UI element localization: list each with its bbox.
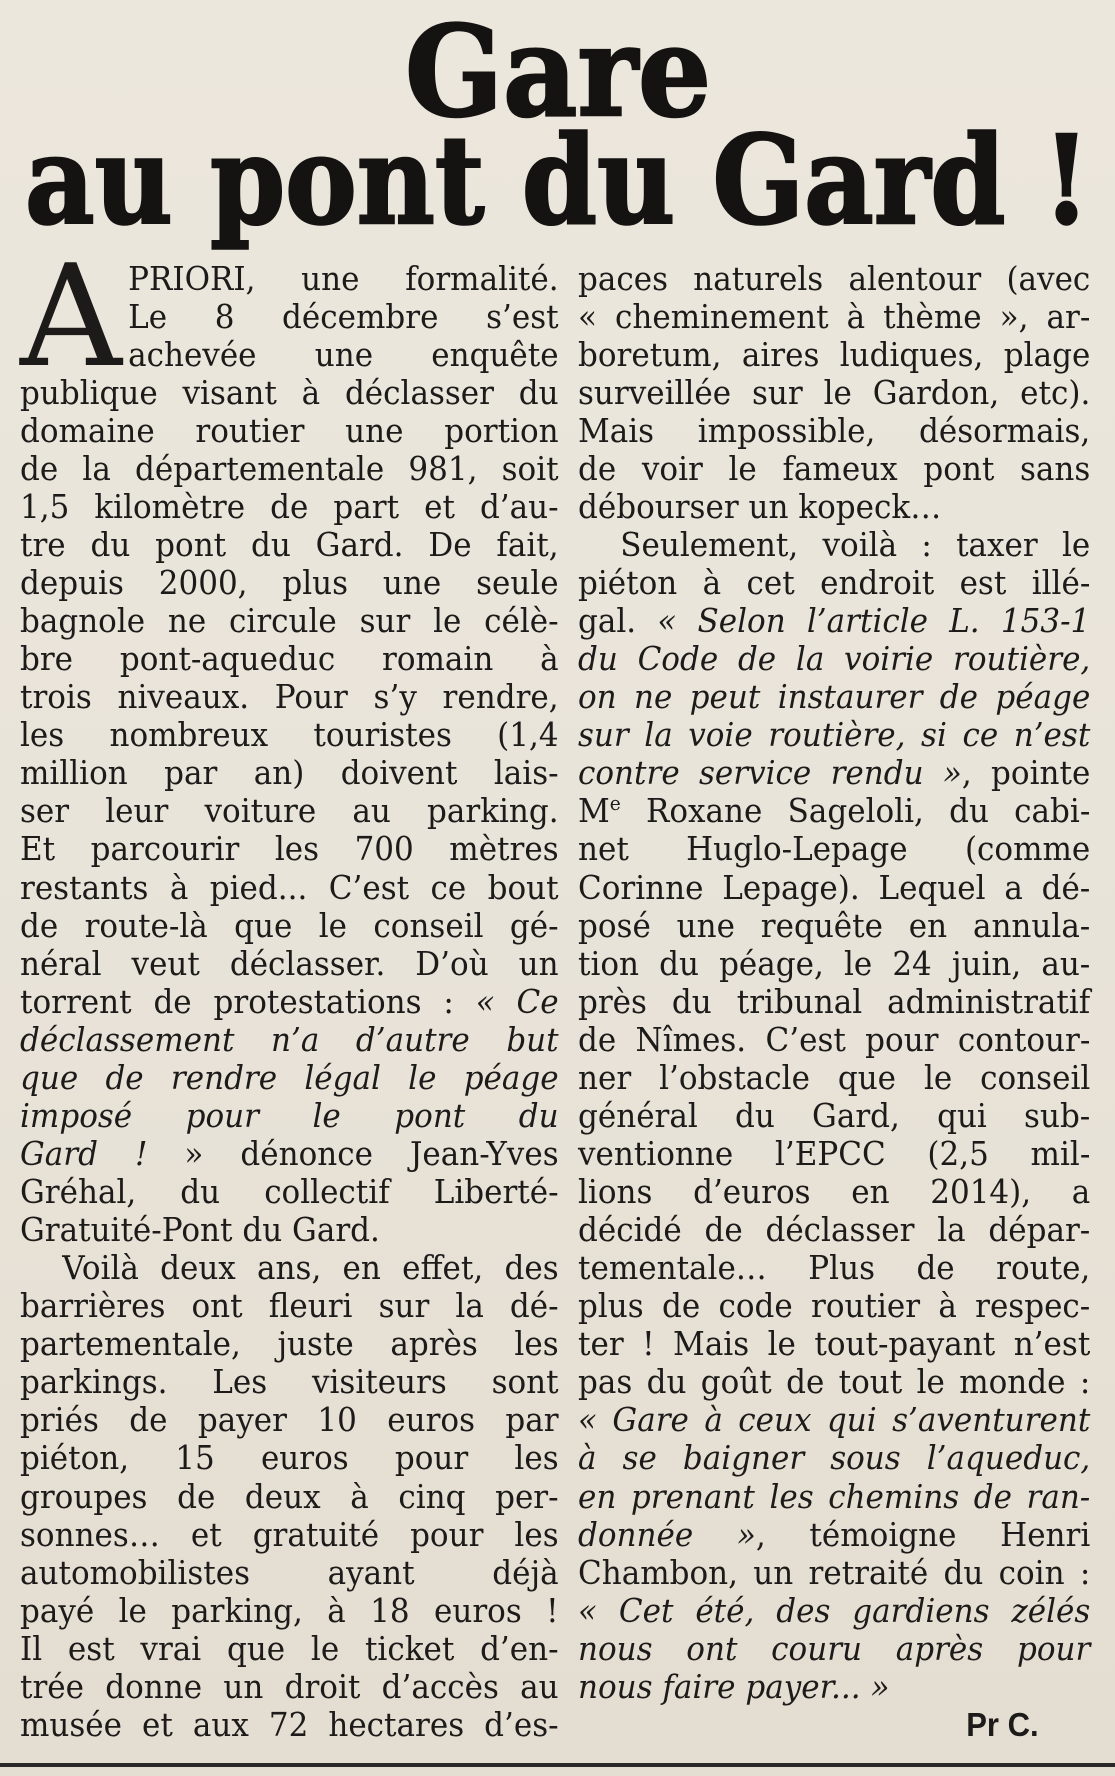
text-run: depuis 2000, plus une seule: [20, 563, 559, 602]
text-line: [20, 374, 559, 412]
text-line: [578, 1363, 1090, 1401]
text-line: [578, 678, 1090, 716]
italic-quote-run: en prenant les chemins de ran-: [578, 1476, 1091, 1516]
text-run: Mais impossible, désormais,: [578, 410, 1091, 450]
text-line: [578, 1592, 1090, 1630]
italic-quote-run: « Gare à ceux qui s’aventurent: [578, 1400, 1091, 1440]
text-line: [578, 488, 1090, 526]
text-line: [20, 1439, 559, 1477]
paragraph: [20, 1249, 559, 1744]
text-run: ter ! Mais le tout-payant n’est: [578, 1324, 1091, 1364]
text-line: [20, 1554, 559, 1592]
italic-quote-run: sur la voie routière, si ce n’est: [578, 715, 1091, 755]
headline-line-2: au pont du Gard !: [25, 108, 1090, 252]
text-line: [20, 678, 559, 716]
text-run: ner l’obstacle que le conseil: [578, 1057, 1091, 1097]
text-line: [578, 564, 1090, 602]
text-run: Corinne Lepage). Lequel a dé-: [578, 867, 1091, 907]
text-run: publique visant à déclasser du: [20, 372, 559, 412]
text-run: , témoigne Henri: [755, 1514, 1091, 1554]
italic-quote-run: imposé pour le pont du: [20, 1095, 559, 1135]
text-line: [578, 526, 1090, 564]
italic-quote-run: « Cet été, des gardiens zélés: [578, 1590, 1091, 1630]
text-run: Gréhal, du collectif Liberté-: [20, 1172, 559, 1211]
text-line: [20, 1401, 559, 1439]
text-line: [578, 374, 1090, 412]
text-line: [578, 945, 1090, 983]
text-line: [20, 983, 559, 1021]
text-run: piéton, 15 euros pour les: [20, 1438, 559, 1478]
italic-quote-run: à se baigner sous l’aqueduc,: [578, 1438, 1091, 1478]
text-line: [578, 830, 1090, 868]
text-run: Roxane Sageloli, du cabi-: [620, 791, 1091, 831]
text-line: [20, 298, 559, 336]
italic-quote-run: « Selon l’article L. 153-1: [657, 601, 1091, 641]
text-line: [578, 260, 1090, 298]
text-run: de la départementale 981, soit: [20, 448, 559, 488]
text-line: [578, 1478, 1090, 1516]
italic-quote-run: nous faire payer... »: [578, 1666, 890, 1706]
text-run: trois niveaux. Pour s’y rendre,: [20, 677, 559, 717]
text-line: [20, 336, 559, 374]
italic-quote-run: que de rendre légal le péage: [20, 1057, 559, 1097]
text-line: [578, 869, 1090, 907]
text-line: [20, 1059, 559, 1097]
text-line: [578, 1554, 1090, 1592]
text-line: [578, 298, 1090, 336]
text-run: 1,5 kilomètre de part et d’au-: [20, 486, 559, 526]
text-run: achevée une enquête: [128, 334, 559, 374]
text-run: groupes de deux à cinq per-: [20, 1476, 559, 1516]
italic-quote-run: contre service rendu »: [578, 753, 962, 793]
text-line: [578, 1325, 1090, 1363]
headline-line-1: Gare: [405, 0, 711, 145]
text-run: Gratuité-Pont du Gard.: [20, 1210, 380, 1250]
text-line: [20, 260, 559, 298]
text-line: [20, 412, 559, 450]
text-run: PRIORI, une formalité.: [128, 258, 559, 298]
text-line: [578, 1211, 1090, 1249]
bottom-rule: [0, 1763, 1115, 1767]
text-run: torrent de protestations :: [20, 981, 476, 1021]
text-run: partementale, juste après les: [20, 1324, 559, 1364]
text-line: [578, 1668, 1090, 1706]
text-run: Chambon, un retraité du coin :: [578, 1552, 1091, 1592]
italic-quote-run: Gard !: [20, 1133, 148, 1173]
article-column-right: [578, 260, 1090, 1744]
column-text: [578, 260, 1090, 1706]
paragraph: [20, 260, 559, 1250]
text-run: M: [578, 791, 610, 831]
text-run: ventionne l’EPCC (2,5 mil-: [578, 1133, 1091, 1173]
text-line: [578, 336, 1090, 374]
text-run: lions d’euros en 2014), a: [578, 1172, 1091, 1211]
column-text: [20, 260, 559, 1744]
text-run: Le 8 décembre s’est: [128, 296, 559, 336]
superscript-run: e: [609, 792, 621, 816]
text-line: [20, 564, 559, 602]
text-run: surveillée sur le Gardon, etc).: [578, 372, 1091, 412]
text-line: [578, 907, 1090, 945]
italic-quote-run: du Code de la voirie routière,: [578, 639, 1091, 679]
text-line: [578, 1401, 1090, 1439]
text-line: [578, 412, 1090, 450]
text-line: [20, 1287, 559, 1325]
text-line: [20, 1706, 559, 1744]
text-run: musée et aux 72 hectares d’es-: [20, 1704, 559, 1744]
text-line: [20, 526, 559, 564]
text-line: [578, 602, 1090, 640]
italic-quote-run: déclassement n’a d’autre but: [20, 1019, 559, 1059]
text-run: Et parcourir les 700 mètres: [20, 829, 559, 869]
text-line: [578, 1097, 1090, 1135]
text-run: de route-là que le conseil gé-: [20, 905, 559, 945]
text-line: [578, 1059, 1090, 1097]
text-line: [20, 1630, 559, 1668]
paragraph: [578, 260, 1090, 526]
text-line: [20, 945, 559, 983]
text-line: [20, 1668, 559, 1706]
text-line: [578, 1021, 1090, 1059]
text-run: « cheminement à thème », ar-: [578, 296, 1091, 336]
text-line: [578, 1516, 1090, 1554]
text-line: [578, 983, 1090, 1021]
text-run: parkings. Les visiteurs sont: [20, 1362, 559, 1402]
text-run: bagnole ne circule sur le célè-: [20, 601, 559, 641]
text-line: [20, 1021, 559, 1059]
drop-cap: A: [20, 235, 122, 399]
text-line: [578, 640, 1090, 678]
text-run: plus de code routier à respec-: [578, 1286, 1091, 1326]
text-run: néral veut déclasser. D’où un: [20, 943, 559, 983]
text-line: [20, 1097, 559, 1135]
text-line: [20, 640, 559, 678]
italic-quote-run: « Ce: [475, 981, 559, 1021]
text-run: général du Gard, qui sub-: [578, 1095, 1091, 1135]
text-line: [578, 1439, 1090, 1477]
text-line: [20, 1173, 559, 1211]
text-run: débourser un kopeck…: [578, 486, 942, 526]
text-run: , pointe: [961, 753, 1091, 793]
byline: Pr C.: [966, 1705, 1039, 1743]
text-run: piéton à cet endroit est illé-: [578, 563, 1091, 602]
text-line: [20, 907, 559, 945]
text-run: Voilà deux ans, en effet, des: [62, 1248, 559, 1288]
text-line: [578, 792, 1090, 830]
text-line: [578, 1173, 1090, 1211]
text-run: de Nîmes. C’est pour contour-: [578, 1019, 1091, 1059]
text-line: [578, 716, 1090, 754]
text-line: [578, 754, 1090, 792]
paragraph: [578, 526, 1090, 1706]
text-run: tre du pont du Gard. De fait,: [20, 524, 559, 564]
text-line: [20, 1478, 559, 1516]
text-line: [20, 450, 559, 488]
text-line: [578, 1249, 1090, 1287]
text-run: net Huglo-Lepage (comme: [578, 829, 1091, 869]
text-run: gal.: [578, 601, 658, 641]
text-run: bre pont-aqueduc romain à: [20, 639, 559, 679]
text-run: Seulement, voilà : taxer le: [620, 524, 1091, 564]
text-run: payé le parking, à 18 euros !: [20, 1590, 559, 1630]
italic-quote-run: on ne peut instaurer de péage: [578, 677, 1091, 717]
text-line: [578, 1135, 1090, 1173]
italic-quote-run: nous ont couru après pour: [578, 1628, 1091, 1668]
italic-quote-run: donnée »: [578, 1514, 756, 1554]
text-run: restants à pied... C’est ce bout: [20, 867, 559, 907]
text-line: [20, 602, 559, 640]
text-run: pas du goût de tout le monde :: [578, 1362, 1091, 1402]
text-run: boretum, aires ludiques, plage: [578, 334, 1091, 374]
text-run: tion du péage, le 24 juin, au-: [578, 943, 1091, 983]
text-run: domaine routier une portion: [20, 410, 559, 450]
text-line: [20, 1516, 559, 1554]
text-line: [20, 1325, 559, 1363]
text-run: décidé de déclasser la dépar-: [578, 1210, 1091, 1250]
text-line: [578, 1630, 1090, 1668]
text-line: [20, 830, 559, 868]
text-line: [578, 1287, 1090, 1325]
text-run: sonnes… et gratuité pour les: [20, 1514, 559, 1554]
text-run: de voir le fameux pont sans: [578, 448, 1091, 488]
text-line: [20, 792, 559, 830]
text-run: près du tribunal administratif: [578, 981, 1091, 1021]
article-column-left: [20, 260, 559, 1744]
text-line: [20, 1592, 559, 1630]
text-line: [20, 1135, 559, 1173]
text-line: [20, 488, 559, 526]
text-run: les nombreux touristes (1,4: [20, 715, 559, 755]
text-run: million par an) doivent lais-: [20, 753, 559, 793]
text-run: trée donne un droit d’accès au: [20, 1666, 559, 1706]
text-run: barrières ont fleuri sur la dé-: [20, 1286, 559, 1326]
text-run: automobilistes ayant déjà: [20, 1552, 559, 1592]
text-run: posé une requête en annula-: [578, 905, 1091, 945]
text-line: [20, 716, 559, 754]
text-line: [20, 1249, 559, 1287]
text-line: [578, 450, 1090, 488]
text-line: [20, 869, 559, 907]
text-run: » dénonce Jean-Yves: [147, 1133, 559, 1173]
text-run: Il est vrai que le ticket d’en-: [20, 1628, 559, 1668]
text-line: [20, 1211, 559, 1249]
text-run: paces naturels alentour (avec: [578, 258, 1091, 298]
text-line: [20, 754, 559, 792]
text-run: tementale… Plus de route,: [578, 1248, 1091, 1288]
text-run: priés de payer 10 euros par: [20, 1400, 559, 1440]
text-line: [20, 1363, 559, 1401]
text-run: ser leur voiture au parking.: [20, 791, 559, 831]
